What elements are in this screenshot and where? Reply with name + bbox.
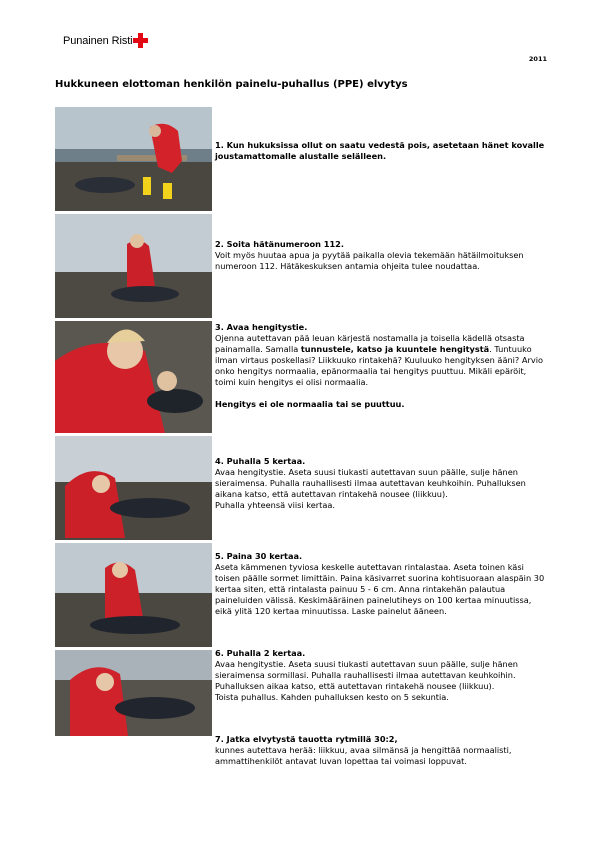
step-1-heading: 1. Kun hukuksissa ollut on saatu vedestä pois, asetetaan hänet kovalle joustamattomalle alustalle selälleen. [215,140,545,161]
red-cross-logo [63,36,133,47]
step-7-heading: 7. Jatka elvytystä tauotta rytmillä 30:2, [215,734,398,744]
step-3-body [215,333,545,388]
page-title: Hukkuneen elottoman henkilön painelu-puhallus (PPE) elvytys [55,79,408,90]
step-1 [215,140,545,162]
step-3-photo [55,321,212,433]
step-3 [215,322,545,410]
step-2-body: Voit myös huutaa apua ja pyytää paikalla olevia tekemään hätäilmoituksen numeroon 112. Hätäkeskuksen antamia ohjeita tulee noudattaa. [215,250,524,271]
step-6-body: Avaa hengitystie. Aseta suusi tiukasti autettavan suun päälle, sulje hänen sieraimensa sormillasi. Puhalla rauhallisesti ilmaa autettavan keuhkoihin. Puhalluksen aikaa katso, että autettavan rintakehä nousee (liikkuu). [215,659,518,691]
step-2 [215,239,545,272]
step-4-heading: 4. Puhalla 5 kertaa. [215,456,306,466]
step-7-body: kunnes autettava herää: liikkuu, avaa silmänsä ja hengittää normaalisti, ammattihenkilöt antavat luvan lopettaa tai voimasi loppuvat. [215,745,512,766]
step-2-heading: 2. Soita hätänumeroon 112. [215,239,344,249]
step-1-photo [55,107,212,211]
step-5-heading: 5. Paina 30 kertaa. [215,551,303,561]
step-6-photo [55,650,212,736]
step-5-photo [55,543,212,647]
step-4-extra: Puhalla yhteensä viisi kertaa. [215,500,335,510]
red-cross-icon [133,33,148,48]
step-4 [215,456,545,511]
step-7 [215,734,545,767]
step-3-heading: 3. Avaa hengitystie. [215,322,308,332]
step-3-body-b: . Tuntuuko ilman virtaus poskellasi? Liikkuuko rintakehä? Kuuluuko hengityksen ääni? Arvio onko hengitys normaalia, epänormaalia tai hengitys puuttuu. Mikäli epäröit, toimi kuin hengitys ei olisi normaalia. [215,344,543,387]
step-6-heading: 6. Puhalla 2 kertaa. [215,648,306,658]
logo-text: Punainen Risti [63,35,133,47]
step-6-extra: Toista puhallus. Kahden puhalluksen kesto on 5 sekuntia. [215,692,449,702]
year-label: 2011 [528,55,547,63]
step-3-body-a: Ojenna autettavan pää leuan kärjestä nostamalla ja toisella kädellä otsasta painamalla. Samalla [215,333,525,354]
step-3-body-bold: tunnustele, katso ja kuuntele hengitystä [300,344,490,354]
step-5-body: Aseta kämmenen tyviosa keskelle autettavan rintalastaa. Aseta toinen käsi toisen päälle sormet limittäin. Paina käsivarret suorina kohtisuoraan alaspäin 30 kertaa siten, että rintalasta painuu 5 - 6 cm. Anna rintakehän palautua paineluiden välissä. Keskimääräinen painelutiheys on 100 kertaa minuutissa, eikä ylitä 120 kertaa minuutissa. Laske painelut ääneen. [215,562,545,616]
step-3-note: Hengitys ei ole normaalia tai se puuttuu. [215,399,405,409]
step-5 [215,551,545,617]
step-4-body: Avaa hengitystie. Aseta suusi tiukasti autettavan suun päälle, sulje hänen sieraimensa. Puhalla rauhallisesti ilmaa autettavan keuhkoihin. Puhalluksen aikana katso, että autettavan rintakehä nousee (liikkuu). [215,467,526,499]
step-2-photo [55,214,212,318]
step-4-photo [55,436,212,540]
step-6 [215,648,545,703]
